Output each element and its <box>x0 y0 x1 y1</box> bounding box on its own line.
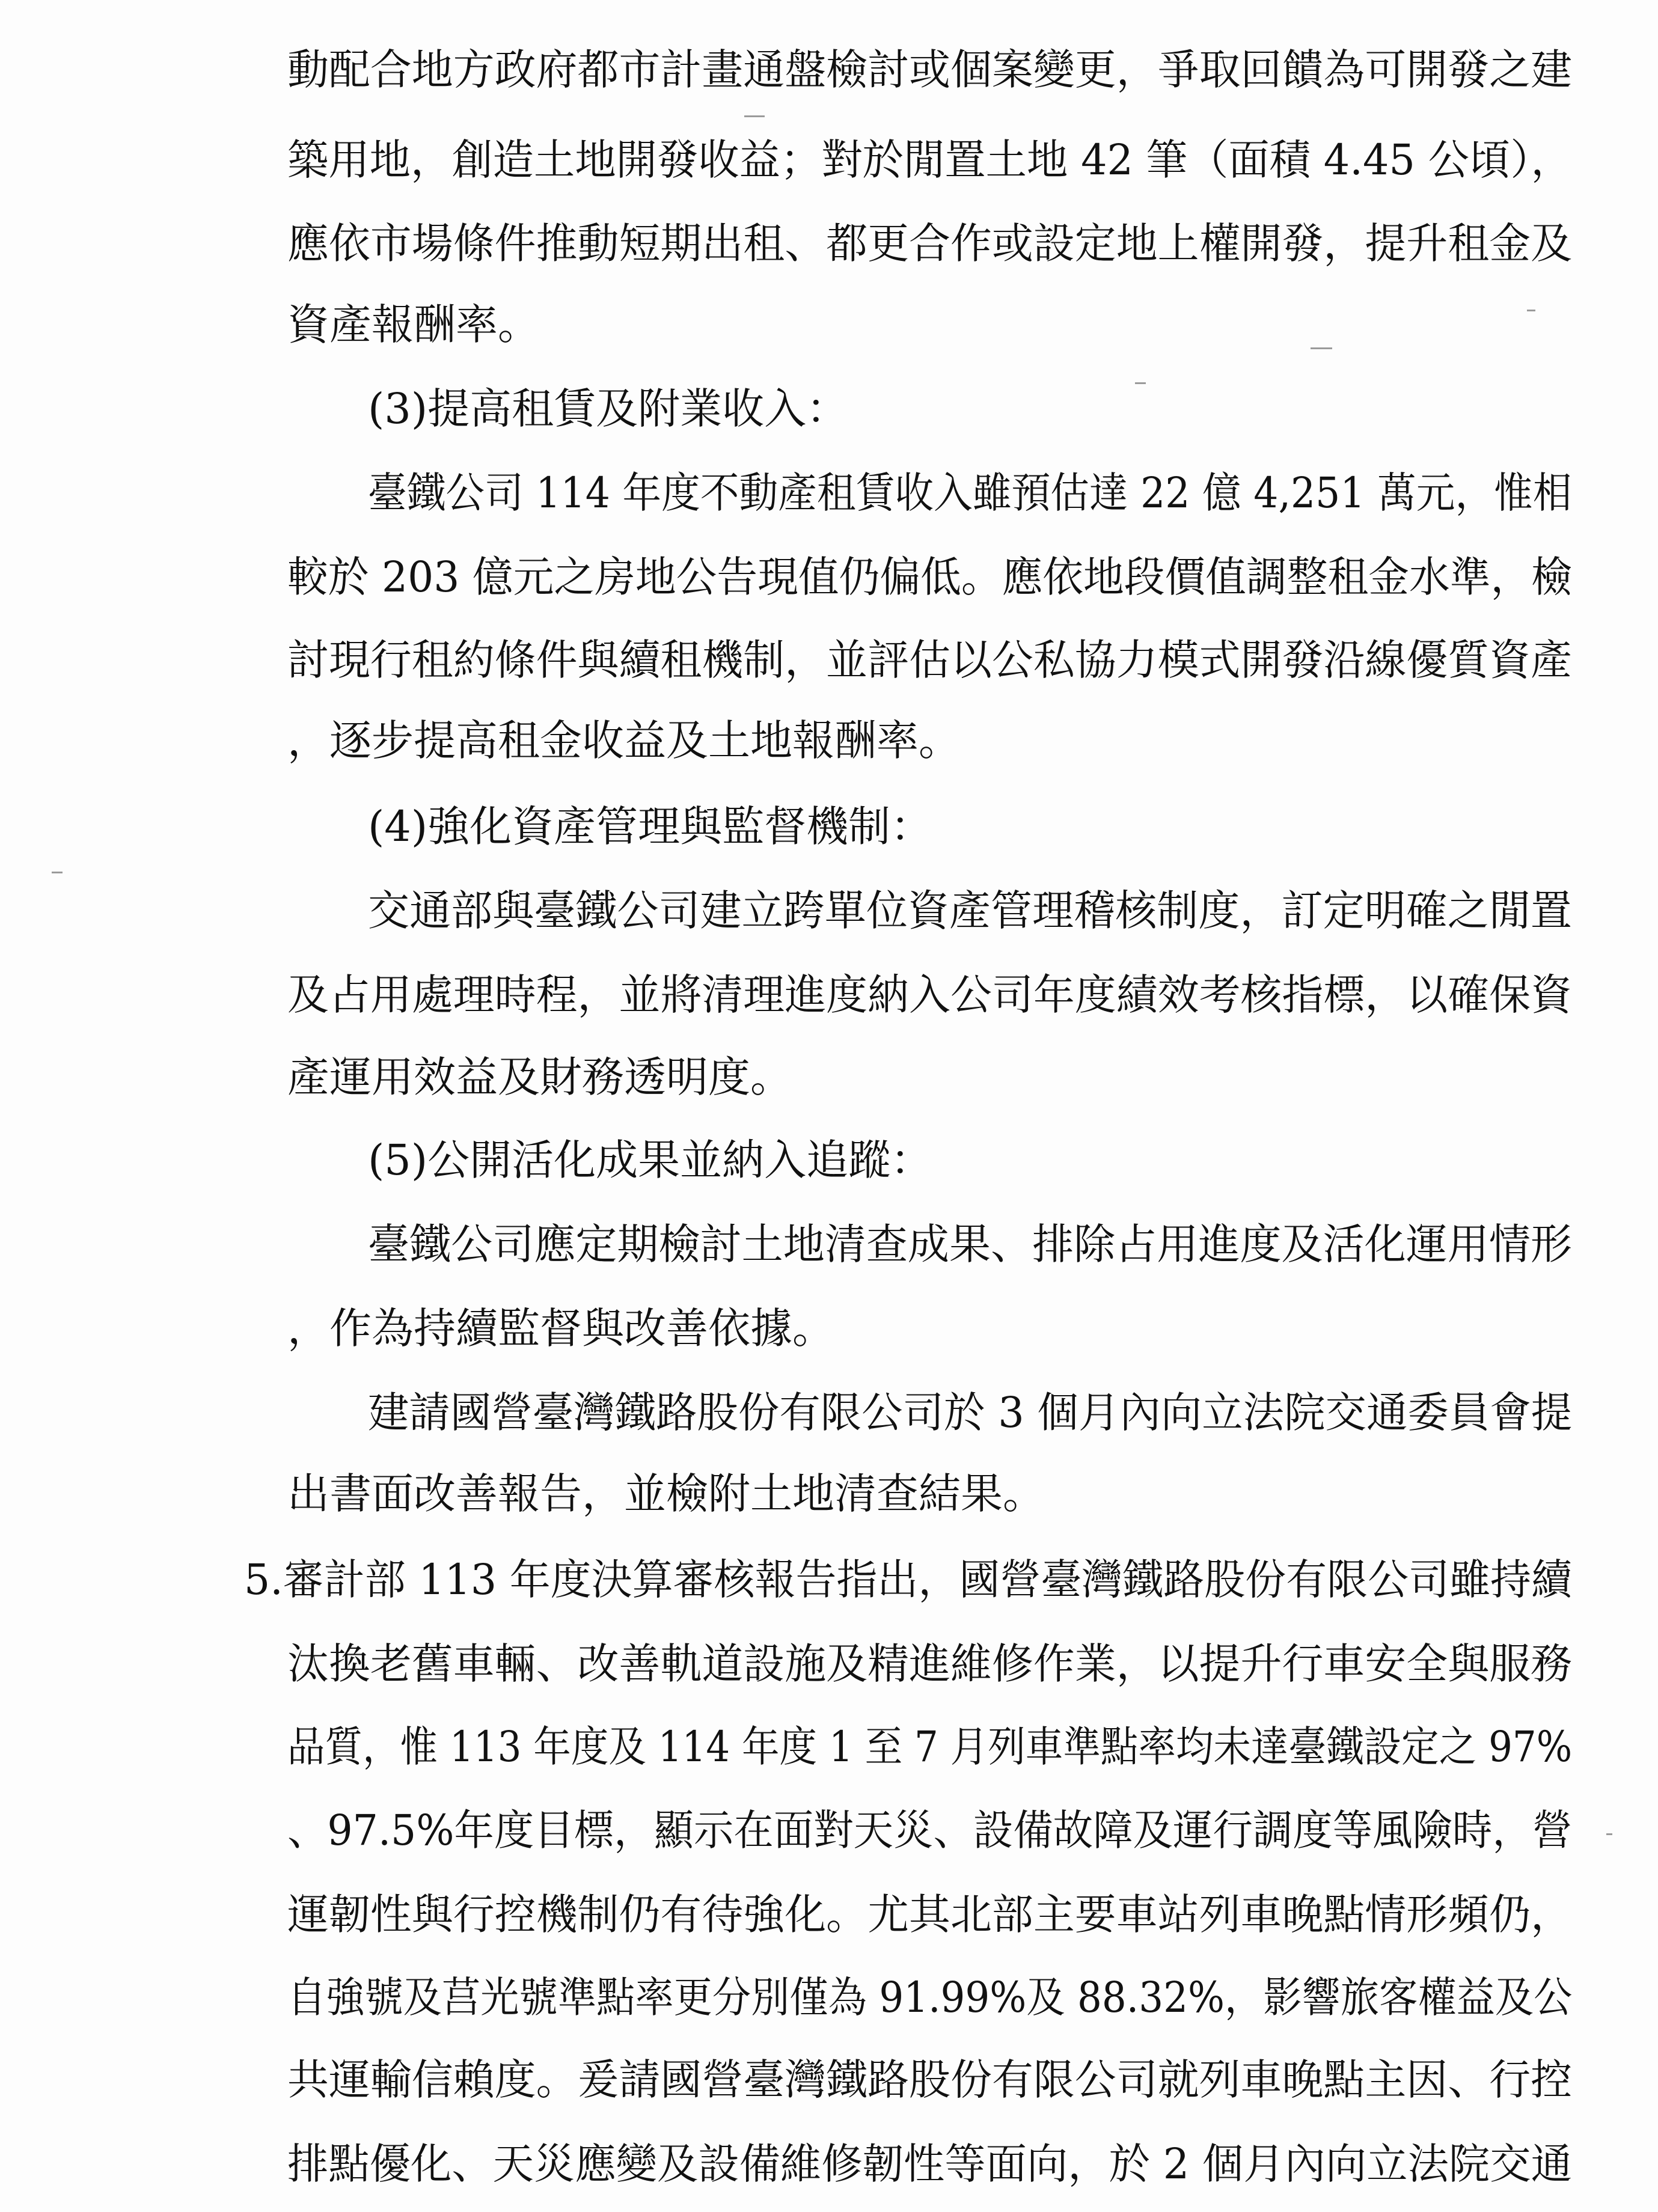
text-line: 自強號及莒光號準點率更分別僅為 91.99%及 88.32%，影響旅客權益及公 <box>287 1973 1573 2022</box>
section-heading: (5)公開活化成果並納入追蹤： <box>368 1135 933 1185</box>
numbered-item-line: 5.審計部 113 年度決算審核報告指出，國營臺灣鐵路股份有限公司雖持續 <box>244 1555 1572 1604</box>
text-line: 品質，惟 113 年度及 114 年度 1 至 7 月列車準點率均未達臺鐵設定之 97% <box>287 1722 1573 1771</box>
section-heading: (3)提高租賃及附業收入： <box>368 384 849 433</box>
text-line: 、97.5%年度目標，顯示在面對天災、設備故障及運行調度等風險時，營 <box>287 1806 1573 1855</box>
text-line: 動配合地方政府都市計畫通盤檢討或個案變更，爭取回饋為可開發之建 <box>287 45 1573 94</box>
text-line: 臺鐵公司應定期檢討土地清查成果、排除占用進度及活化運用情形 <box>368 1220 1573 1269</box>
text-line: 建請國營臺灣鐵路股份有限公司於 3 個月內向立法院交通委員會提 <box>368 1388 1573 1437</box>
text-line: 及占用處理時程，並將清理進度納入公司年度績效考核指標，以確保資 <box>287 970 1573 1019</box>
text-line: 較於 203 億元之房地公告現值仍偏低。應依地段價值調整租金水準，檢 <box>287 552 1573 602</box>
text-line: 資產報酬率。 <box>287 300 540 349</box>
text-line: 共運輸信賴度。爰請國營臺灣鐵路股份有限公司就列車晚點主因、行控 <box>287 2055 1573 2104</box>
text-line: ，作為持續監督與改善依據。 <box>287 1304 834 1353</box>
text-line: 出書面改善報告，並檢附土地清查結果。 <box>287 1469 1045 1518</box>
scan-speck <box>1311 347 1332 349</box>
scan-speck <box>52 872 63 873</box>
text-line: 運韌性與行控機制仍有待強化。尤其北部主要車站列車晚點情形頻仍， <box>287 1890 1573 1939</box>
text-line: 築用地，創造土地開發收益；對於閒置土地 42 筆（面積 4.45 公頃）， <box>287 135 1572 185</box>
text-line: 討現行租約條件與續租機制，並評估以公私協力模式開發沿線優質資產 <box>287 635 1573 685</box>
text-line: 汰換老舊車輛、改善軌道設施及精進維修作業，以提升行車安全與服務 <box>287 1639 1573 1688</box>
scan-speck <box>1527 310 1535 311</box>
text-line: 排點優化、天災應變及設備維修韌性等面向，於 2 個月內向立法院交通 <box>287 2139 1572 2189</box>
scan-speck <box>1606 1833 1612 1835</box>
text-line: 交通部與臺鐵公司建立跨單位資產管理稽核制度，訂定明確之閒置 <box>368 886 1573 935</box>
scan-speck <box>1135 382 1146 384</box>
text-line: 臺鐵公司 114 年度不動產租賃收入雖預估達 22 億 4,251 萬元，惟相 <box>368 468 1572 518</box>
text-line: 應依市場條件推動短期出租、都更合作或設定地上權開發，提升租金及 <box>287 219 1573 268</box>
text-line: ，逐步提高租金收益及土地報酬率。 <box>287 716 961 765</box>
text-line: 產運用效益及財務透明度。 <box>287 1053 792 1102</box>
scan-speck <box>744 115 765 117</box>
section-heading: (4)強化資產管理與監督機制： <box>368 802 933 851</box>
